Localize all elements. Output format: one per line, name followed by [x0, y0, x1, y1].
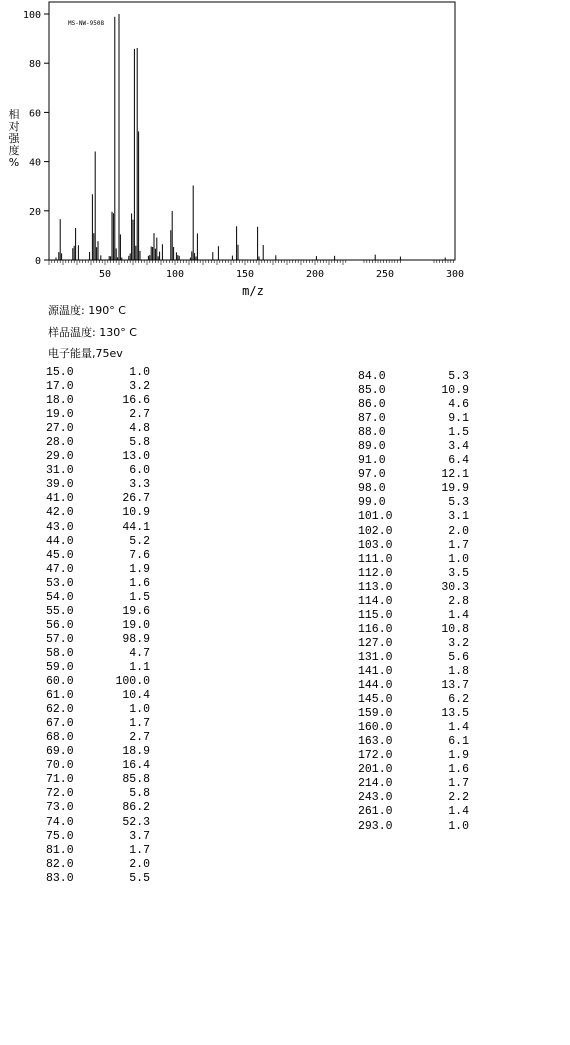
peak-mz: 72.0 — [46, 787, 74, 801]
peak-mz: 43.0 — [46, 520, 74, 534]
peak-mz: 45.0 — [46, 548, 74, 562]
x-axis — [49, 260, 464, 280]
peak-abundance: 10.9 — [122, 506, 150, 520]
peak-mz: 82.0 — [46, 857, 74, 871]
peak-abundance: 5.2 — [129, 534, 150, 548]
peak-abundance: 6.0 — [129, 464, 150, 478]
peak-mz: 71.0 — [46, 773, 74, 787]
x-tick-label: 300 — [445, 269, 465, 280]
peak-row — [46, 675, 156, 689]
peak-abundance: 4.8 — [129, 422, 150, 436]
peak-abundance: 16.6 — [122, 394, 150, 408]
peak-abundance: 1.5 — [129, 590, 150, 604]
peak-row — [46, 619, 156, 633]
peak-row — [46, 450, 156, 464]
peak-mz: 81.0 — [46, 843, 74, 857]
peak-mz: 243.0 — [358, 791, 393, 805]
peak-row — [358, 553, 473, 567]
peak-abundance: 13.5 — [441, 707, 469, 721]
peak-abundance: 5.8 — [129, 787, 150, 801]
peak-row — [358, 384, 473, 398]
peak-row — [358, 721, 473, 735]
peak-mz: 159.0 — [358, 707, 393, 721]
peak-abundance: 1.0 — [448, 819, 469, 833]
peak-row — [358, 749, 473, 763]
peak-mz: 18.0 — [46, 394, 74, 408]
y-axis-label — [9, 107, 21, 169]
x-axis-label: m/z — [242, 284, 264, 298]
peak-row — [46, 521, 156, 535]
peak-row — [46, 844, 156, 858]
peak-mz: 83.0 — [46, 871, 74, 885]
peak-mz: 42.0 — [46, 506, 74, 520]
peak-abundance: 5.5 — [129, 871, 150, 885]
peak-abundance: 98.9 — [122, 632, 150, 646]
peak-row — [46, 787, 156, 801]
peak-row — [46, 408, 156, 422]
peak-mz: 89.0 — [358, 440, 386, 454]
peak-mz: 98.0 — [358, 482, 386, 496]
peak-mz: 27.0 — [46, 422, 74, 436]
peak-row — [358, 370, 473, 384]
peak-mz: 68.0 — [46, 731, 74, 745]
peak-mz: 115.0 — [358, 608, 393, 622]
peak-mz: 59.0 — [46, 660, 74, 674]
peak-abundance: 13.0 — [122, 450, 150, 464]
peak-mz: 163.0 — [358, 735, 393, 749]
peak-row — [46, 535, 156, 549]
peak-abundance: 6.4 — [448, 454, 469, 468]
peak-row — [358, 763, 473, 777]
peak-abundance: 5.3 — [448, 370, 469, 383]
peak-row — [358, 707, 473, 721]
peak-row — [358, 539, 473, 553]
peak-abundance: 1.7 — [129, 717, 150, 731]
peak-mz: 85.0 — [358, 384, 386, 398]
peak-row — [46, 394, 156, 408]
peak-mz: 131.0 — [358, 650, 393, 664]
peak-abundance: 1.5 — [448, 426, 469, 440]
peak-abundance: 2.7 — [129, 408, 150, 422]
peak-row — [358, 735, 473, 749]
peak-mz: 97.0 — [358, 468, 386, 482]
peak-mz: 99.0 — [358, 496, 386, 510]
peak-mz: 113.0 — [358, 580, 393, 594]
peak-mz: 29.0 — [46, 450, 74, 464]
peak-row — [358, 525, 473, 539]
peak-abundance: 9.1 — [448, 412, 469, 426]
peak-row — [46, 816, 156, 830]
peak-row — [46, 506, 156, 520]
peak-abundance: 5.3 — [448, 496, 469, 510]
peak-abundance: 1.8 — [448, 664, 469, 678]
peak-row — [46, 731, 156, 745]
peak-abundance: 85.8 — [122, 773, 150, 787]
peak-abundance: 1.7 — [448, 777, 469, 791]
plot-frame — [49, 2, 455, 260]
peak-row — [46, 492, 156, 506]
peak-mz: 17.0 — [46, 380, 74, 394]
peak-mz: 86.0 — [358, 398, 386, 412]
y-axis-label-text: 相对强度% — [8, 108, 20, 169]
peak-abundance: 2.8 — [448, 594, 469, 608]
x-tick-label: 100 — [165, 269, 185, 280]
peak-mz: 172.0 — [358, 749, 393, 763]
peak-row — [358, 791, 473, 805]
peak-mz: 88.0 — [358, 426, 386, 440]
peak-abundance: 52.3 — [122, 815, 150, 829]
peak-mz: 67.0 — [46, 717, 74, 731]
peak-abundance: 44.1 — [122, 520, 150, 534]
peak-mz: 57.0 — [46, 632, 74, 646]
peak-abundance: 6.2 — [448, 693, 469, 707]
y-tick-label: 20 — [28, 206, 41, 218]
peak-table-right — [358, 370, 473, 834]
peak-mz: 114.0 — [358, 594, 393, 608]
peak-mz: 60.0 — [46, 675, 74, 689]
peak-mz: 47.0 — [46, 562, 74, 576]
peak-mz: 145.0 — [358, 693, 393, 707]
peak-abundance: 1.6 — [448, 763, 469, 777]
peak-abundance: 2.0 — [129, 857, 150, 871]
peak-abundance: 10.9 — [441, 384, 469, 398]
peak-mz: 127.0 — [358, 636, 393, 650]
peak-mz: 73.0 — [46, 801, 74, 815]
peak-mz: 293.0 — [358, 819, 393, 833]
peak-row — [46, 661, 156, 675]
peak-abundance: 100.0 — [115, 675, 150, 689]
peak-abundance: 4.6 — [448, 398, 469, 412]
peak-mz: 116.0 — [358, 622, 393, 636]
peak-row — [46, 773, 156, 787]
peak-mz: 15.0 — [46, 366, 74, 379]
peak-abundance: 19.0 — [122, 618, 150, 632]
peak-mz: 144.0 — [358, 679, 393, 693]
peak-row — [46, 380, 156, 394]
peak-mz: 44.0 — [46, 534, 74, 548]
peak-mz: 102.0 — [358, 524, 393, 538]
peak-abundance: 7.6 — [129, 548, 150, 562]
peak-mz: 214.0 — [358, 777, 393, 791]
peak-abundance: 1.6 — [129, 576, 150, 590]
peak-row — [46, 647, 156, 661]
peak-row — [358, 623, 473, 637]
peak-row — [358, 665, 473, 679]
peak-row — [358, 609, 473, 623]
peak-abundance: 16.4 — [122, 759, 150, 773]
peak-row — [358, 426, 473, 440]
peak-table-left — [46, 366, 156, 886]
peak-row — [358, 637, 473, 651]
spectrum-bars — [56, 14, 445, 260]
y-tick-label: 60 — [28, 108, 41, 120]
peak-row — [358, 496, 473, 510]
peak-abundance: 1.7 — [448, 538, 469, 552]
peak-mz: 54.0 — [46, 590, 74, 604]
peak-abundance: 3.1 — [448, 510, 469, 524]
y-tick-label: 40 — [28, 157, 41, 169]
peak-abundance: 3.7 — [129, 829, 150, 843]
peak-abundance: 1.9 — [448, 749, 469, 763]
x-tick-label: 250 — [375, 269, 395, 280]
peak-row — [46, 703, 156, 717]
peak-row — [46, 605, 156, 619]
peak-row — [358, 440, 473, 454]
peak-row — [358, 595, 473, 609]
peak-row — [46, 591, 156, 605]
peak-row — [358, 567, 473, 581]
peak-abundance: 6.1 — [448, 735, 469, 749]
source-temperature: 源温度: 190° C — [48, 304, 126, 317]
peak-row — [46, 759, 156, 773]
peak-row — [46, 366, 156, 380]
peak-abundance: 3.5 — [448, 566, 469, 580]
peak-abundance: 30.3 — [441, 580, 469, 594]
x-tick-label: 200 — [305, 269, 325, 280]
peak-row — [358, 805, 473, 819]
peak-mz: 87.0 — [358, 412, 386, 426]
peak-mz: 55.0 — [46, 604, 74, 618]
electron-energy: 电子能量,75ev — [48, 347, 123, 360]
peak-abundance: 1.4 — [448, 805, 469, 819]
peak-abundance: 4.7 — [129, 646, 150, 660]
peak-mz: 28.0 — [46, 436, 74, 450]
peak-abundance: 1.4 — [448, 721, 469, 735]
peak-mz: 41.0 — [46, 492, 74, 506]
peak-row — [46, 464, 156, 478]
y-tick-label: 0 — [34, 256, 41, 267]
y-axis — [23, 10, 49, 267]
mass-spectrum-chart — [0, 0, 570, 300]
x-tick-label: 150 — [235, 269, 255, 280]
peak-row — [358, 454, 473, 468]
peak-row — [358, 651, 473, 665]
peak-row — [46, 422, 156, 436]
peak-mz: 19.0 — [46, 408, 74, 422]
peak-abundance: 5.8 — [129, 436, 150, 450]
peak-mz: 112.0 — [358, 566, 393, 580]
peak-row — [358, 820, 473, 834]
peak-row — [46, 577, 156, 591]
peak-row — [358, 581, 473, 595]
peak-abundance: 1.4 — [448, 608, 469, 622]
peak-mz: 70.0 — [46, 759, 74, 773]
peak-abundance: 12.1 — [441, 468, 469, 482]
peak-abundance: 10.4 — [122, 689, 150, 703]
peak-row — [358, 468, 473, 482]
peak-mz: 101.0 — [358, 510, 393, 524]
peak-abundance: 2.0 — [448, 524, 469, 538]
peak-row — [358, 398, 473, 412]
peak-abundance: 1.9 — [129, 562, 150, 576]
peak-abundance: 1.0 — [129, 703, 150, 717]
y-tick-label: 100 — [22, 10, 41, 21]
peak-row — [358, 412, 473, 426]
peak-abundance: 26.7 — [122, 492, 150, 506]
peak-abundance: 3.2 — [129, 380, 150, 394]
y-tick-label: 80 — [28, 59, 41, 71]
peak-abundance: 18.9 — [122, 745, 150, 759]
sample-temperature: 样品温度: 130° C — [48, 326, 137, 339]
peak-row — [46, 745, 156, 759]
peak-mz: 39.0 — [46, 478, 74, 492]
peak-mz: 61.0 — [46, 689, 74, 703]
peak-mz: 58.0 — [46, 646, 74, 660]
peak-row — [358, 679, 473, 693]
peak-mz: 31.0 — [46, 464, 74, 478]
peak-mz: 141.0 — [358, 664, 393, 678]
peak-row — [46, 549, 156, 563]
peak-row — [46, 801, 156, 815]
spectrum-id-label: MS-NW-9508 — [68, 20, 105, 27]
peak-row — [358, 482, 473, 496]
peak-mz: 75.0 — [46, 829, 74, 843]
peak-row — [46, 689, 156, 703]
peak-row — [46, 563, 156, 577]
peak-abundance: 3.2 — [448, 636, 469, 650]
peak-mz: 91.0 — [358, 454, 386, 468]
peak-row — [46, 830, 156, 844]
peak-mz: 261.0 — [358, 805, 393, 819]
peak-abundance: 86.2 — [122, 801, 150, 815]
peak-row — [46, 478, 156, 492]
peak-abundance: 19.9 — [441, 482, 469, 496]
peak-mz: 160.0 — [358, 721, 393, 735]
peak-abundance: 1.0 — [129, 366, 150, 379]
peak-abundance: 1.7 — [129, 843, 150, 857]
peak-row — [358, 510, 473, 524]
peak-abundance: 13.7 — [441, 679, 469, 693]
peak-mz: 111.0 — [358, 552, 393, 566]
peak-row — [46, 858, 156, 872]
peak-mz: 103.0 — [358, 538, 393, 552]
peak-row — [46, 436, 156, 450]
peak-mz: 74.0 — [46, 815, 74, 829]
peak-row — [46, 717, 156, 731]
peak-mz: 201.0 — [358, 763, 393, 777]
peak-mz: 84.0 — [358, 370, 386, 383]
peak-mz: 53.0 — [46, 576, 74, 590]
peak-abundance: 19.6 — [122, 604, 150, 618]
peak-row — [46, 872, 156, 886]
peak-mz: 69.0 — [46, 745, 74, 759]
peak-abundance: 2.7 — [129, 731, 150, 745]
peak-abundance: 3.4 — [448, 440, 469, 454]
x-tick-label: 50 — [98, 269, 112, 280]
peak-row — [46, 633, 156, 647]
peak-abundance: 5.6 — [448, 650, 469, 664]
peak-row — [358, 777, 473, 791]
peak-abundance: 10.8 — [441, 622, 469, 636]
peak-abundance: 1.0 — [448, 552, 469, 566]
peak-mz: 56.0 — [46, 618, 74, 632]
peak-row — [358, 693, 473, 707]
peak-abundance: 2.2 — [448, 791, 469, 805]
peak-mz: 62.0 — [46, 703, 74, 717]
peak-abundance: 1.1 — [129, 660, 150, 674]
peak-abundance: 3.3 — [129, 478, 150, 492]
